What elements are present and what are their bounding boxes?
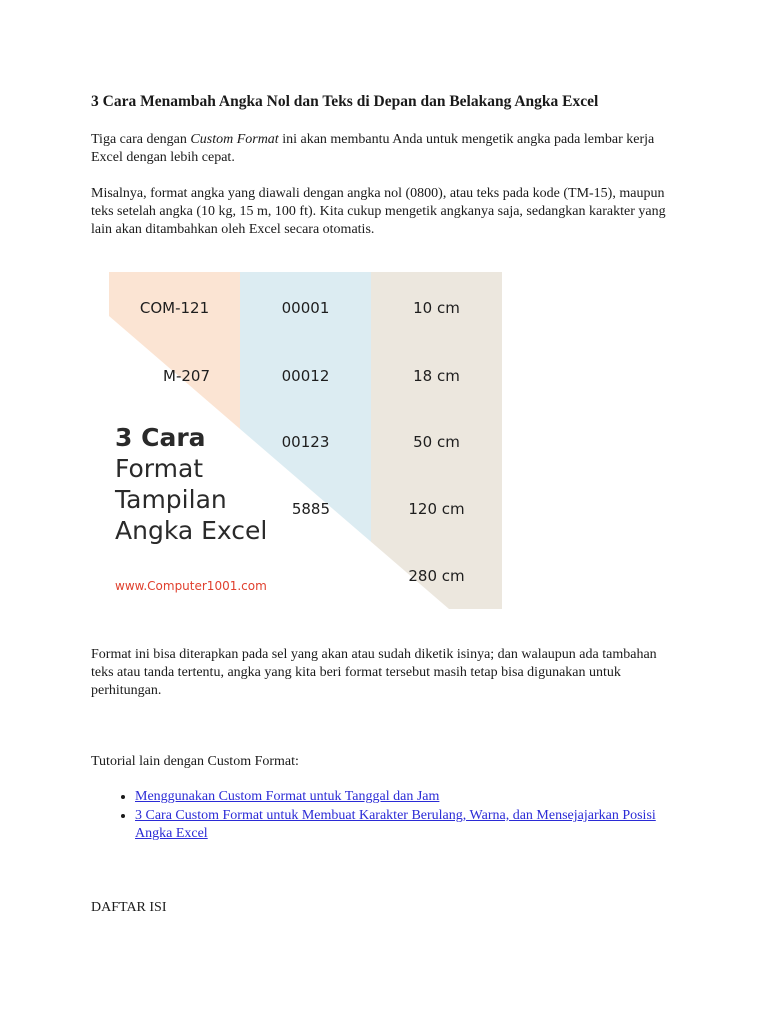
figure-cell-number-1: 00001 bbox=[281, 299, 330, 317]
usage-paragraph: Format ini bisa diterapkan pada sel yang akan atau sudah diketik isinya; dan walaupun ada tambahan teks atau tanda tertentu, angka yang kita beri format tersebut masih tetap bisa digunakan untuk perhitungan. bbox=[91, 647, 657, 698]
figure-overlay-line-2: Format bbox=[115, 454, 204, 483]
figure-watermark: www.Computer1001.com bbox=[115, 579, 267, 593]
tutorial-heading: Tutorial lain dengan Custom Format: bbox=[91, 754, 299, 769]
figure-overlay-line-3: Tampilan bbox=[115, 485, 227, 514]
list-item bbox=[135, 807, 695, 843]
figure-cell-number-3: 00123 bbox=[281, 433, 330, 451]
figure-cell-measure-3: 50 cm bbox=[413, 433, 460, 451]
figure-cell-code-2: M-207 bbox=[163, 367, 210, 385]
tutorial-link-date-time[interactable]: Menggunakan Custom Format untuk Tanggal dan Jam bbox=[135, 789, 440, 804]
list-item bbox=[135, 788, 695, 806]
intro-text-after: ini akan membantu Anda untuk mengetik angka pada lembar kerja Excel dengan lebih cepat. bbox=[91, 132, 655, 165]
figure-overlay-line-1: 3 Cara bbox=[115, 423, 206, 452]
figure-overlay-title bbox=[115, 422, 267, 546]
figure-cell-measure-5: 280 cm bbox=[408, 567, 465, 585]
intro-text-before: Tiga cara dengan bbox=[91, 132, 191, 147]
figure-cell-measure-2: 18 cm bbox=[413, 367, 460, 385]
tutorial-link-list bbox=[91, 788, 695, 844]
example-paragraph: Misalnya, format angka yang diawali dengan angka nol (0800), atau teks pada kode (TM-15), maupun teks setelah angka (10 kg, 15 m, 100 ft). Kita cukup mengetik angkanya saja, sedangkan karakter yang lain akan ditambahkan oleh Excel secara otomatis. bbox=[91, 186, 666, 237]
figure-cell-code-1: COM-121 bbox=[139, 299, 210, 317]
intro-paragraph bbox=[91, 131, 681, 167]
figure-cell-measure-1: 10 cm bbox=[413, 299, 460, 317]
figure-cell-measure-4: 120 cm bbox=[408, 500, 465, 518]
figure-overlay-line-4: Angka Excel bbox=[115, 516, 268, 545]
table-of-contents-label: DAFTAR ISI bbox=[91, 900, 167, 915]
article-illustration bbox=[109, 272, 502, 609]
article-title: 3 Cara Menambah Angka Nol dan Teks di Depan dan Belakang Angka Excel bbox=[91, 93, 599, 110]
tutorial-link-repeat-characters[interactable]: 3 Cara Custom Format untuk Membuat Karakter Berulang, Warna, dan Mensejajarkan Posisi Angka Excel bbox=[135, 808, 656, 841]
intro-emphasis: Custom Format bbox=[190, 132, 279, 147]
figure-cell-number-2: 00012 bbox=[281, 367, 330, 385]
figure-cell-number-4: 5885 bbox=[291, 500, 330, 518]
